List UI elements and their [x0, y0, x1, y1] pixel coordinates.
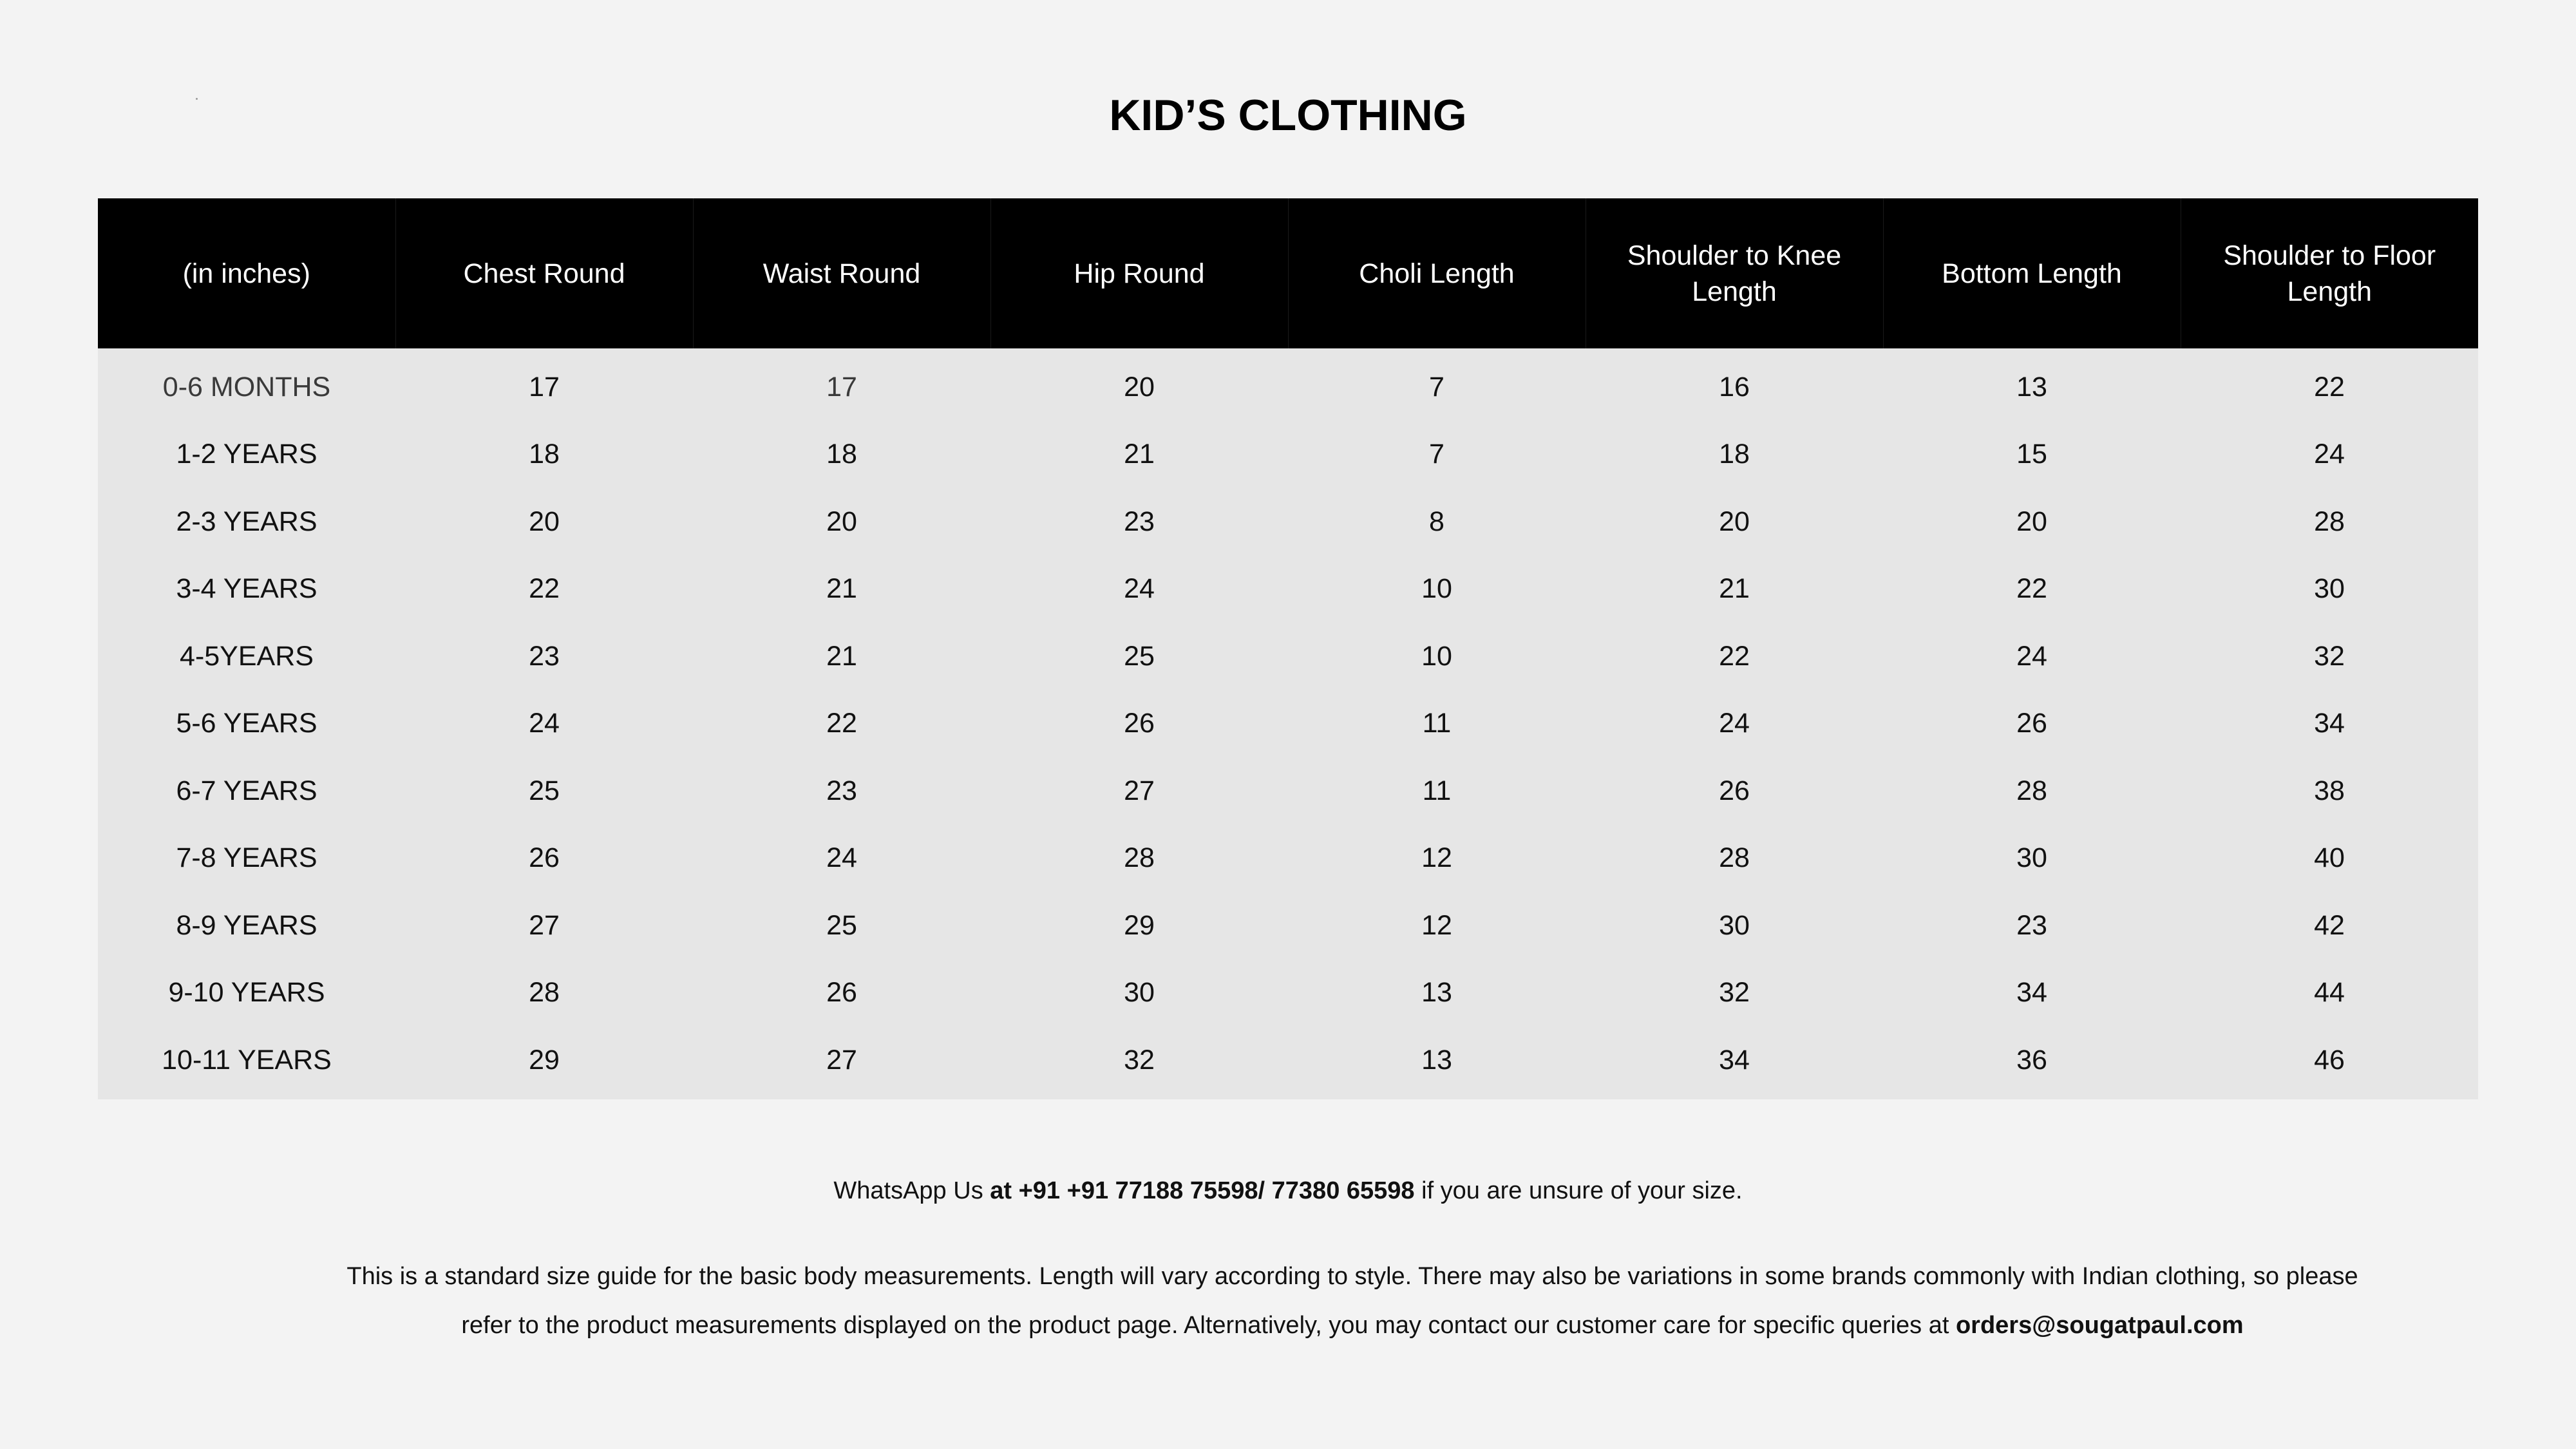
measurement-cell: 12: [1288, 825, 1586, 893]
measurement-cell: 24: [693, 825, 990, 893]
whatsapp-prefix: WhatsApp Us: [833, 1177, 990, 1204]
measurement-cell: 20: [693, 488, 990, 556]
table-row: [98, 348, 2478, 421]
measurement-cell: 29: [395, 1027, 693, 1099]
size-label-cell: 9-10 YEARS: [98, 960, 395, 1027]
measurement-cell: 28: [395, 960, 693, 1027]
measurement-cell: 26: [1586, 757, 1883, 825]
size-label-cell: 7-8 YEARS: [98, 825, 395, 893]
measurement-cell: 12: [1288, 892, 1586, 960]
table-row: [98, 623, 2478, 690]
table-row: [98, 556, 2478, 623]
header-waist-round: Waist Round: [693, 198, 990, 348]
size-label-cell: 6-7 YEARS: [98, 757, 395, 825]
size-label-cell: 0-6 MONTHS: [98, 348, 395, 421]
header-hip-round: Hip Round: [990, 198, 1288, 348]
table-row: [98, 892, 2478, 960]
measurement-cell: 20: [990, 348, 1288, 421]
measurement-cell: 23: [990, 488, 1288, 556]
measurement-cell: 11: [1288, 757, 1586, 825]
measurement-cell: 38: [2181, 757, 2478, 825]
measurement-cell: 28: [990, 825, 1288, 893]
measurement-cell: 24: [990, 556, 1288, 623]
measurement-cell: 20: [1883, 488, 2181, 556]
measurement-cell: 18: [395, 421, 693, 489]
measurement-cell: 34: [1883, 960, 2181, 1027]
size-chart-table: [98, 198, 2478, 1099]
note-line-2: [290, 1301, 2415, 1350]
header-bottom-length: Bottom Length: [1883, 198, 2181, 348]
measurement-cell: 22: [2181, 348, 2478, 421]
measurement-cell: 42: [2181, 892, 2478, 960]
measurement-cell: 36: [1883, 1027, 2181, 1099]
measurement-cell: 24: [1586, 690, 1883, 758]
measurement-cell: 24: [395, 690, 693, 758]
size-label-cell: 2-3 YEARS: [98, 488, 395, 556]
measurement-cell: 30: [990, 960, 1288, 1027]
measurement-cell: 7: [1288, 348, 1586, 421]
measurement-cell: 34: [2181, 690, 2478, 758]
table-row: [98, 757, 2478, 825]
measurement-cell: 32: [1586, 960, 1883, 1027]
measurement-cell: 26: [1883, 690, 2181, 758]
measurement-cell: 32: [990, 1027, 1288, 1099]
size-label-cell: 8-9 YEARS: [98, 892, 395, 960]
table-row: [98, 1027, 2478, 1099]
measurement-cell: 26: [395, 825, 693, 893]
header-unit: (in inches): [98, 198, 395, 348]
measurement-cell: 10: [1288, 556, 1586, 623]
measurement-cell: 22: [395, 556, 693, 623]
measurement-cell: 20: [1586, 488, 1883, 556]
measurement-cell: 7: [1288, 421, 1586, 489]
size-guide-note: [290, 1252, 2415, 1350]
header-shoulder-to-knee-length: Shoulder to Knee Length: [1586, 198, 1883, 348]
measurement-cell: 20: [395, 488, 693, 556]
measurement-cell: 30: [1586, 892, 1883, 960]
measurement-cell: 18: [693, 421, 990, 489]
header-choli-length: Choli Length: [1288, 198, 1586, 348]
page-title: KID’S CLOTHING: [1109, 91, 1467, 140]
measurement-cell: 22: [1586, 623, 1883, 690]
measurement-cell: 16: [1586, 348, 1883, 421]
measurement-cell: 24: [1883, 623, 2181, 690]
measurement-cell: 30: [2181, 556, 2478, 623]
whatsapp-suffix: if you are unsure of your size.: [1414, 1177, 1743, 1204]
size-label-cell: 5-6 YEARS: [98, 690, 395, 758]
size-label-cell: 10-11 YEARS: [98, 1027, 395, 1099]
measurement-cell: 13: [1288, 1027, 1586, 1099]
measurement-cell: 26: [693, 960, 990, 1027]
table-row: [98, 825, 2478, 893]
measurement-cell: 13: [1883, 348, 2181, 421]
measurement-cell: 30: [1883, 825, 2181, 893]
whatsapp-phone-numbers: at +91 +91 77188 75598/ 77380 65598: [990, 1177, 1415, 1204]
measurement-cell: 29: [990, 892, 1288, 960]
size-label-cell: 4-5YEARS: [98, 623, 395, 690]
measurement-cell: 23: [395, 623, 693, 690]
measurement-cell: 27: [395, 892, 693, 960]
measurement-cell: 25: [395, 757, 693, 825]
measurement-cell: 23: [693, 757, 990, 825]
measurement-cell: 28: [2181, 488, 2478, 556]
measurement-cell: 25: [990, 623, 1288, 690]
measurement-cell: 8: [1288, 488, 1586, 556]
table-body: [98, 348, 2478, 1099]
contact-email: orders@sougatpaul.com: [1955, 1312, 2244, 1339]
measurement-cell: 26: [990, 690, 1288, 758]
table-row: [98, 488, 2478, 556]
size-label-cell: 3-4 YEARS: [98, 556, 395, 623]
measurement-cell: 32: [2181, 623, 2478, 690]
size-label-cell: 1-2 YEARS: [98, 421, 395, 489]
measurement-cell: 44: [2181, 960, 2478, 1027]
measurement-cell: 21: [693, 623, 990, 690]
header-chest-round: Chest Round: [395, 198, 693, 348]
table-row: [98, 690, 2478, 758]
measurement-cell: 28: [1586, 825, 1883, 893]
measurement-cell: 21: [693, 556, 990, 623]
measurement-cell: 18: [1586, 421, 1883, 489]
measurement-cell: 11: [1288, 690, 1586, 758]
measurement-cell: 22: [693, 690, 990, 758]
measurement-cell: 25: [693, 892, 990, 960]
note-line-1: This is a standard size guide for the basic body measurements. Length will vary according to style. There may also be variations in some brands commonly with Indian clothing, so please: [346, 1263, 2358, 1290]
measurement-cell: 24: [2181, 421, 2478, 489]
header-shoulder-to-floor-length: Shoulder to Floor Length: [2181, 198, 2478, 348]
whatsapp-contact: [0, 1177, 2576, 1205]
measurement-cell: 28: [1883, 757, 2181, 825]
measurement-cell: 46: [2181, 1027, 2478, 1099]
measurement-cell: 17: [693, 348, 990, 421]
measurement-cell: 27: [990, 757, 1288, 825]
measurement-cell: 21: [990, 421, 1288, 489]
table-row: [98, 960, 2478, 1027]
table-row: [98, 421, 2478, 489]
measurement-cell: 13: [1288, 960, 1586, 1027]
measurement-cell: 17: [395, 348, 693, 421]
table-header-row: [98, 198, 2478, 348]
measurement-cell: 22: [1883, 556, 2181, 623]
measurement-cell: 27: [693, 1027, 990, 1099]
measurement-cell: 23: [1883, 892, 2181, 960]
measurement-cell: 15: [1883, 421, 2181, 489]
measurement-cell: 34: [1586, 1027, 1883, 1099]
measurement-cell: 10: [1288, 623, 1586, 690]
note-line-2-text: refer to the product measurements displayed on the product page. Alternatively, you may contact our customer care for specific queries at: [461, 1312, 1956, 1339]
measurement-cell: 21: [1586, 556, 1883, 623]
measurement-cell: 40: [2181, 825, 2478, 893]
